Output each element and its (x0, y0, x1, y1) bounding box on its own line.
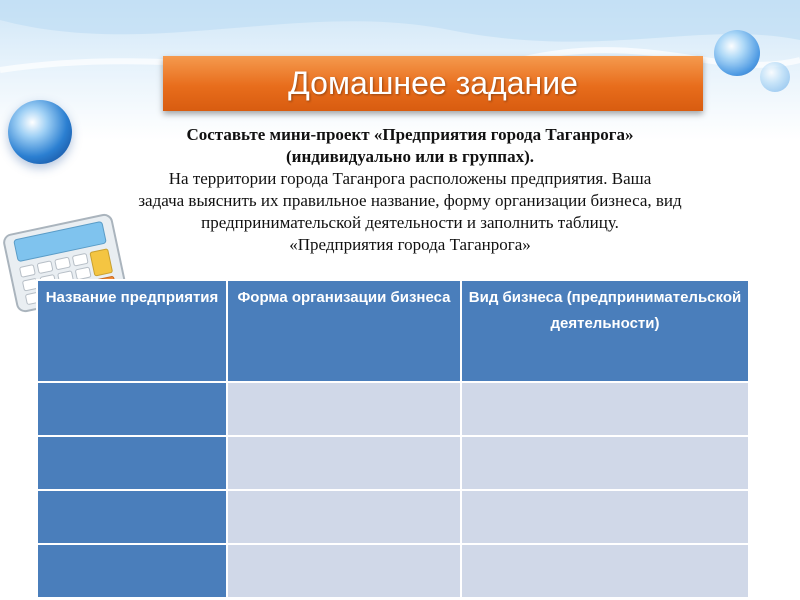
table-row (37, 382, 749, 436)
intro-line-5: предпринимательской деятельности и заполнить таблицу. (201, 213, 619, 232)
title-banner (163, 56, 703, 111)
intro-line-2: (индивидуально или в группах). (286, 147, 534, 166)
table-row (37, 544, 749, 598)
decorative-orb-small (760, 62, 790, 92)
intro-line-3: На территории города Таганрога расположены предприятия. Ваша (168, 169, 652, 188)
table-cell[interactable] (227, 382, 461, 436)
table-row (37, 490, 749, 544)
assignment-text (40, 124, 780, 256)
table-cell[interactable] (227, 436, 461, 490)
table-cell[interactable] (37, 382, 227, 436)
table-cell[interactable] (461, 382, 749, 436)
decorative-orb-right (714, 30, 760, 76)
table-cell[interactable] (227, 490, 461, 544)
table-cell[interactable] (37, 436, 227, 490)
header-business-form: Форма организации бизнеса (227, 280, 461, 382)
page-title: Домашнее задание (288, 65, 578, 101)
table-caption: «Предприятия города Таганрога» (289, 235, 531, 254)
table-cell[interactable] (227, 544, 461, 598)
table-cell[interactable] (461, 544, 749, 598)
table-cell[interactable] (461, 436, 749, 490)
table-row (37, 436, 749, 490)
table-cell[interactable] (461, 490, 749, 544)
table-cell[interactable] (37, 544, 227, 598)
table-cell[interactable] (37, 490, 227, 544)
intro-line-4: задача выяснить их правильное название, форму организации бизнеса, вид (138, 191, 682, 210)
enterprises-table (36, 279, 750, 599)
header-business-type: Вид бизнеса (предпринимательской деятельности) (461, 280, 749, 382)
table-header-row (37, 280, 749, 382)
header-company-name: Название предприятия (37, 280, 227, 382)
intro-line-1: Составьте мини-проект «Предприятия города Таганрога» (186, 125, 634, 144)
